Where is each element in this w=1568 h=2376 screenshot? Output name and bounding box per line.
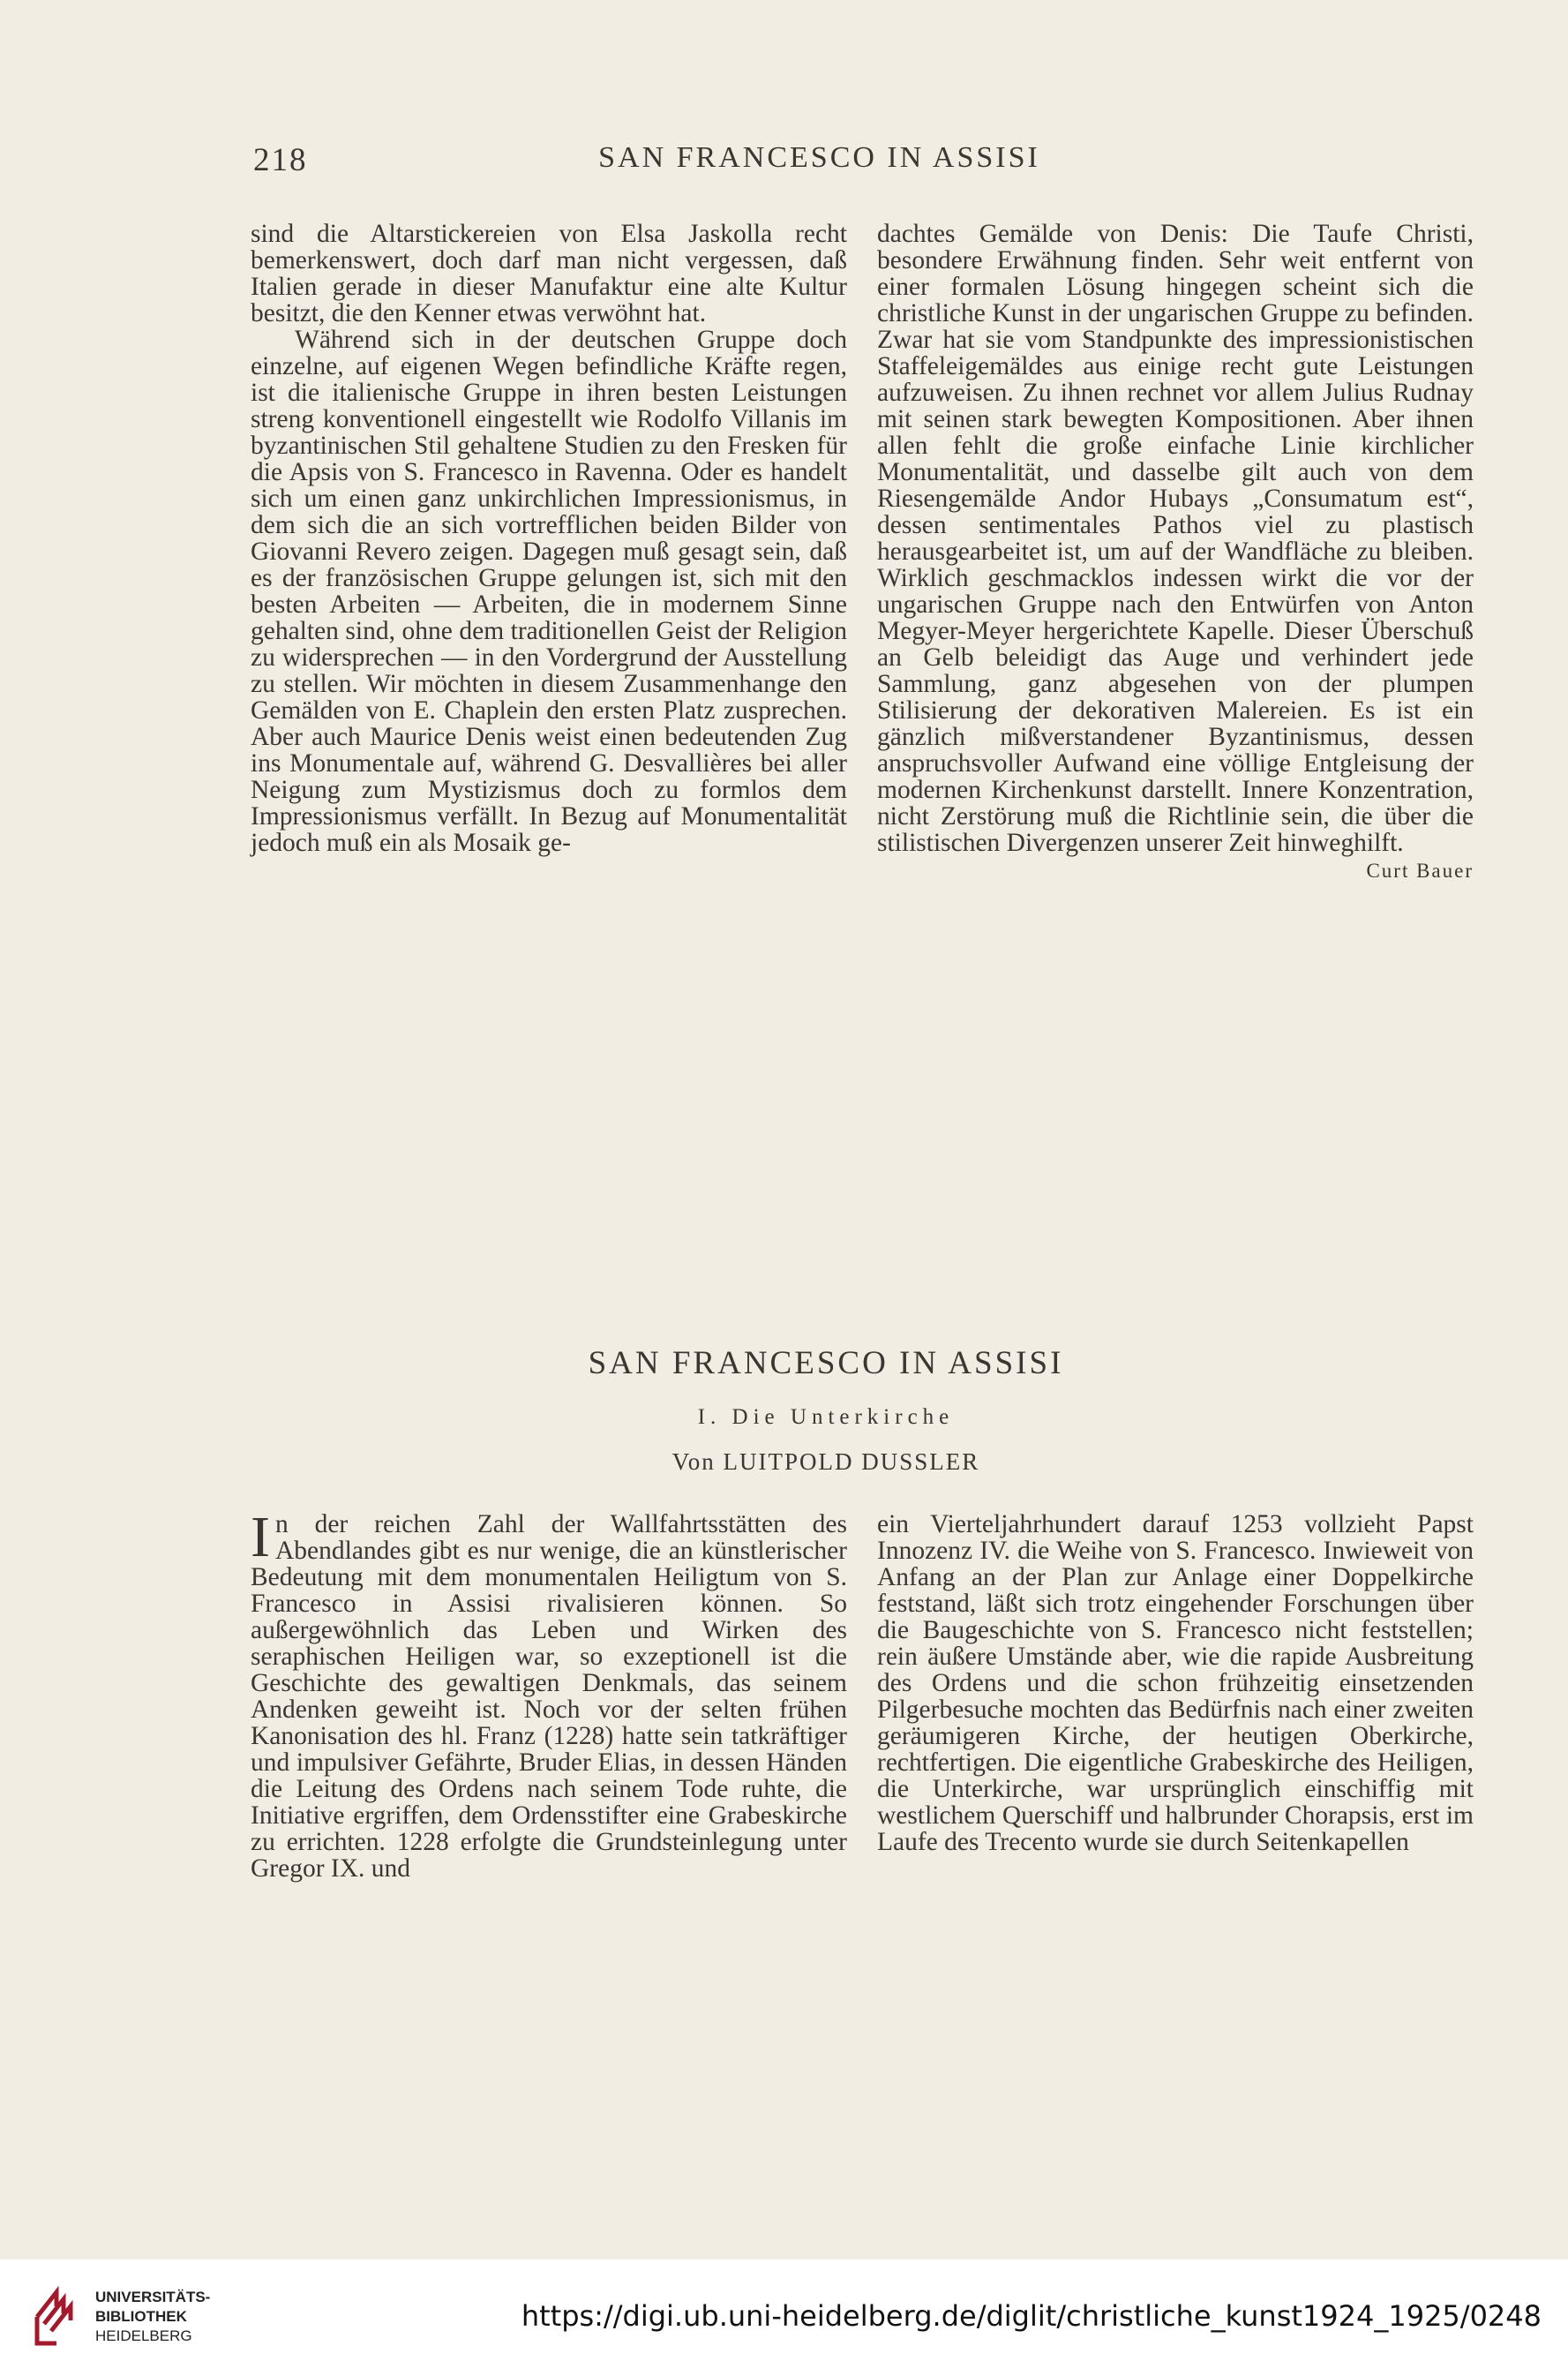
drop-cap: I (251, 1505, 270, 1569)
paragraph: sind die Altarstickereien von Elsa Jaskolla recht bemerkenswert, doch darf man nicht vergessen, daß Italien gerade in dieser Manufaktur eine alte Kultur besitzt, die den Kenner etwas verwöhnt hat. (251, 220, 847, 327)
previous-article-right-column (877, 221, 1474, 884)
article-right-column (877, 1511, 1474, 1855)
page-number: 218 (253, 142, 308, 178)
author-signature: Curt Bauer (1366, 860, 1474, 882)
running-title: SAN FRANCESCO IN ASSISI (598, 141, 1040, 174)
paragraph: Während sich in der deutschen Gruppe doch einzelne, auf eigenen Wegen befindliche Kräfte regen, ist die italienische Gruppe in ihren besten Leistungen streng konventionell eingestellt wie Rodolfo Villanis im byzantinischen Stil gehaltene Studien zu den Fresken für die Apsis von S. Francesco in Ravenna. Oder es handelt sich um einen ganz unkirchlichen Impressionismus, in dem sich die an sich vortrefflichen beiden Bilder von Giovanni Revero zeigen. Dagegen muß gesagt sein, daß es der französischen Gruppe gelungen ist, sich mit den besten Arbeiten — Arbeiten, die in modernem Sinne gehalten sind, ohne dem traditionellen Geist der Religion zu widersprechen — in den Vordergrund der Ausstellung zu stellen. Wir möchten in diesem Zusammenhange den Gemälden von E. Chaplein den ersten Platz zusprechen. Aber auch Maurice Denis weist einen bedeutenden Zug ins Monumentale auf, während G. Desvallières bei aller Neigung zum Mystizismus doch zu formlos dem Impressionismus verfällt. In Bezug auf Monumentalität jedoch muß ein als Mosaik ge- (251, 326, 847, 857)
source-url-link[interactable]: https://digi.ub.uni-heidelberg.de/diglit/christliche_kunst1924_1925/0248 (521, 2299, 1542, 2333)
article-author: Von LUITPOLD DUSSLER (671, 1448, 980, 1475)
library-logo-icon (28, 2282, 90, 2352)
running-head (0, 141, 1568, 177)
article-left-column (251, 1505, 847, 1883)
paragraph (251, 1505, 847, 1883)
library-name: UNIVERSITÄTS- BIBLIOTHEK HEIDELBERG (95, 2289, 211, 2344)
previous-article-left-column (251, 221, 847, 856)
paragraph: ein Vierteljahrhundert darauf 1253 vollzieht Papst Innozenz IV. die Weihe von S. Francesco. Inwieweit von Anfang an der Plan zur Anlage einer Doppelkirche feststand, läßt sich trotz eingehender Forschungen über die Baugeschichte von S. Francesco nicht feststellen; rein äußere Umstände aber, wie die rapide Ausbreitung des Ordens und die schon frühzeitig einsetzenden Pilgerbesuche mochten das Bedürfnis nach einer zweiten geräumigeren Kirche, der heutigen Oberkirche, rechtfertigen. Die eigentliche Grabeskirche des Heiligen, die Unterkirche, war ursprünglich einschiffig mit westlichem Querschiff und halbrunder Chorapsis, erst im Laufe des Trecento wurde sie durch Seitenkapellen (877, 1510, 1474, 1856)
paragraph-text: n der reichen Zahl der Wallfahrtsstätten des Abendlandes gibt es nur wenige, die an künstlerischer Bedeutung mit dem monumentalen Heiligtum von S. Francesco in Assisi rivalisieren können. So außergewöhnlich das Leben und Wirken des seraphischen Heiligen war, so exzeptionell ist die Geschichte des gewaltigen Denkmals, das seinem Andenken geweiht ist. Noch vor der selten frühen Kanonisation des hl. Franz (1228) hatte sein tatkräftiger und impulsiver Gefährte, Bruder Elias, in dessen Händen die Leitung des Ordens nach seinem Tode ruhte, die Initiative ergriffen, dem Ordensstifter eine Grabeskirche zu errichten. 1228 erfolgte die Grundsteinlegung unter Gregor IX. und (251, 1510, 847, 1883)
footer-bar (0, 2259, 1568, 2376)
article-title: SAN FRANCESCO IN ASSISI (588, 1345, 1064, 1381)
paragraph: dachtes Gemälde von Denis: Die Taufe Christi, besondere Erwähnung finden. Sehr weit entfernt von einer formalen Lösung hingegen scheint sich die christliche Kunst in der ungarischen Gruppe zu befinden. Zwar hat sie vom Standpunkte des impressionistischen Staffeleigemäldes aus einige recht gute Leistungen aufzuweisen. Zu ihnen rechnet vor allem Julius Rudnay mit seinen stark bewegten Kompositionen. Aber ihnen allen fehlt die große einfache Linie kirchlicher Monumentalität, und dasselbe gilt auch von dem Riesengemälde Andor Hubays „Consumatum est“, dessen sentimentales Pathos viel zu plastisch herausgearbeitet ist, um auf der Wandfläche zu bleiben. Wirklich geschmacklos indessen wirkt die vor der ungarischen Gruppe nach den Entwürfen von Anton Megyer-Meyer hergerichtete Kapelle. Dieser Überschuß an Gelb beleidigt das Auge und verhindert jede Sammlung, ganz abgesehen von der plumpen Stilisierung der dekorativen Malereien. Es ist ein gänzlich mißverstandener Byzantinismus, dessen anspruchsvoller Aufwand eine völlige Entgleisung der modernen Kirchenkunst darstellt. Innere Konzentration, nicht Zerstörung muß die Richtlinie sein, die über die stilistischen Divergenzen unserer Zeit hinweghilft. (877, 220, 1474, 857)
article-subtitle: I. Die Unterkirche (697, 1405, 955, 1429)
